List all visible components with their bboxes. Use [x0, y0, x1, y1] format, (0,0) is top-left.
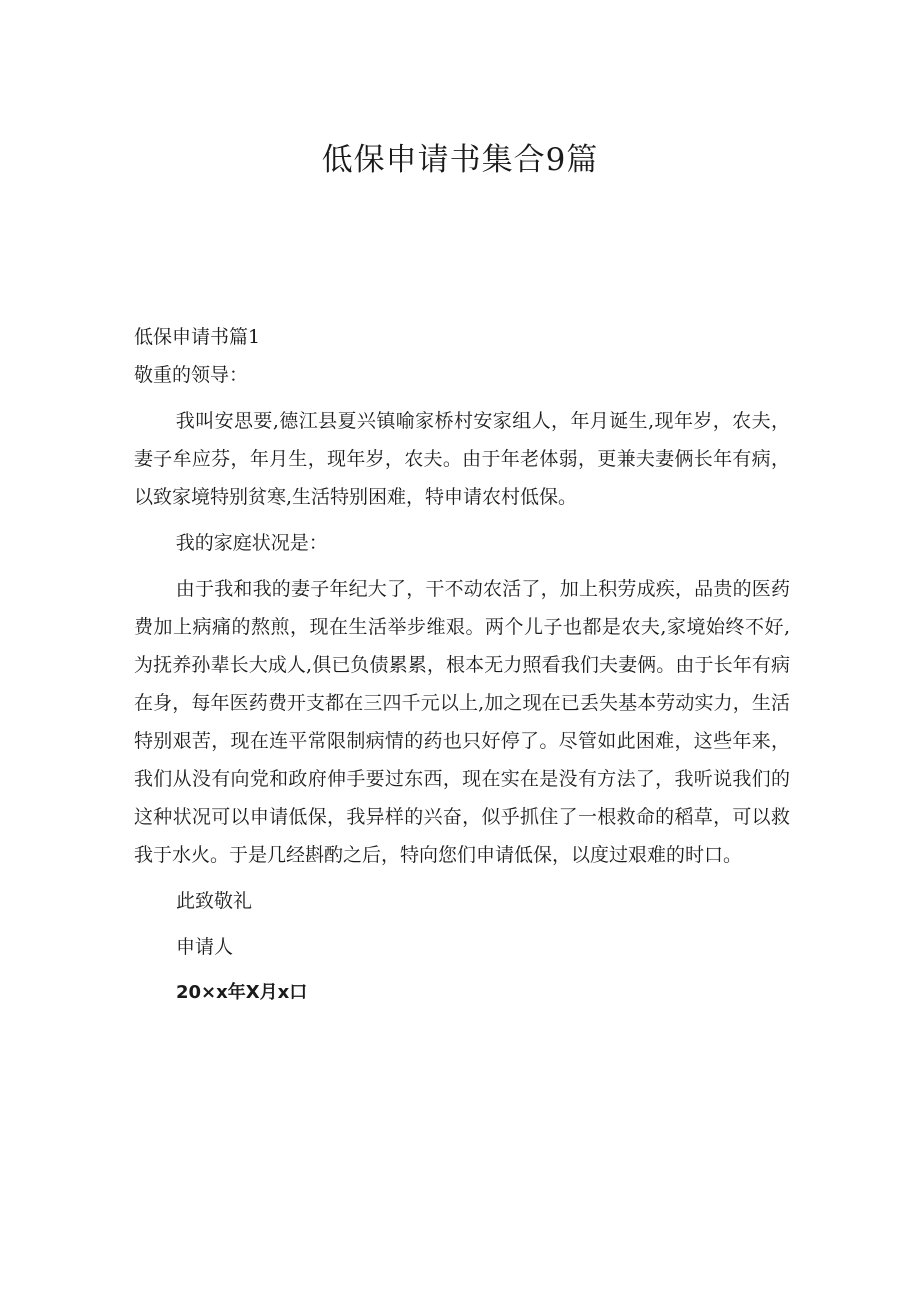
- paragraph-family-status: 由于我和我的妻子年纪大了，干不动农活了，加上积劳成疾，品贵的医药费加上病痛的熬煎，现在生活举步维艰。两个儿子也都是农夫,家境始终不好,为抚养孙辈长大成人,俱已负债累累，根本无力照看我们夫妻俩。由于长年有病在身，每年医药费开支都在三四千元以上,加之现在已丢失基本劳动实力，生活特别艰苦，现在连平常限制病情的药也只好停了。尽管如此困难，这些年来，我们从没有向党和政府伸手要过东西，现在实在是没有方法了，我听说我们的这种状况可以申请低保，我异样的兴奋，似乎抓住了一根救命的稻草，可以救我于水火。于是几经斟酌之后，特向您们申请低保，以度过艰难的时口。: [134, 578, 790, 866]
- paragraph-family-status-label: 我的家庭状况是：: [175, 532, 328, 554]
- applicant-label: 申请人: [176, 936, 234, 958]
- closing-salutation: 此致敬礼: [176, 890, 253, 912]
- document-body: [134, 318, 790, 1012]
- document-title: 低保申请书集合9篇: [321, 142, 599, 178]
- date-line: 20×x年X月x口: [176, 982, 308, 1003]
- section-heading: 低保申请书篇1: [134, 326, 261, 348]
- salutation: 敬重的领导：: [134, 364, 249, 386]
- paragraph-intro: 我叫安思要,德江县夏兴镇喻家桥村安家组人，年月诞生,现年岁，农夫，妻子牟应芬，年月生，现年岁，农夫。由于年老体弱，更兼夫妻俩长年有病，以致家境特别贫寒,生活特别困难，特申请农村低保。: [134, 410, 790, 508]
